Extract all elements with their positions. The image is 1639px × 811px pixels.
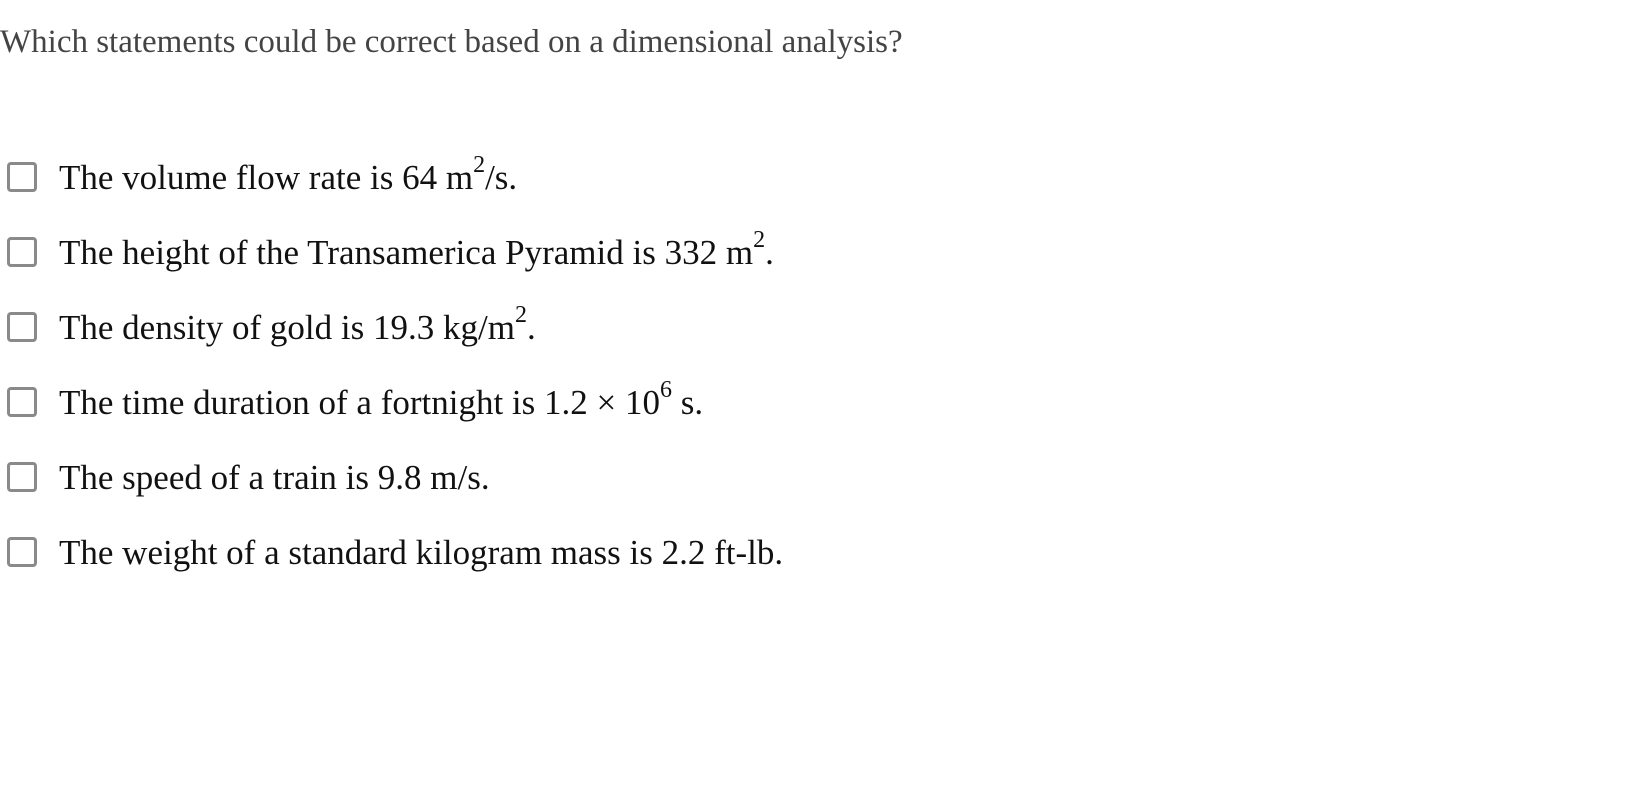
option-gold-density[interactable] xyxy=(7,290,783,365)
option-label[interactable]: The height of the Transamerica Pyramid is 332 $m^2$. xyxy=(59,226,774,272)
option-kilogram-weight[interactable] xyxy=(7,515,783,590)
question-text: Which statements could be correct based on a dimensional analysis? xyxy=(0,24,903,60)
option-label[interactable]: The time duration of a fortnight is $1.2 \times 10^6$ s. xyxy=(59,376,704,422)
option-fortnight-duration[interactable] xyxy=(7,365,783,440)
option-label[interactable]: The volume flow rate is 64 $m^2/s$. xyxy=(59,151,518,197)
option-train-speed[interactable] xyxy=(7,440,783,515)
option-pyramid-height[interactable] xyxy=(7,215,783,290)
option-label[interactable]: The density of gold is 19.3 $kg/m^2$. xyxy=(59,301,536,347)
option-label[interactable]: The speed of a train is 9.8 m/s. xyxy=(59,457,490,497)
option-checkbox[interactable] xyxy=(7,537,37,567)
answer-options xyxy=(7,140,783,590)
option-flow-rate[interactable] xyxy=(7,140,783,215)
option-checkbox[interactable] xyxy=(7,162,37,192)
option-checkbox[interactable] xyxy=(7,237,37,267)
option-label[interactable]: The weight of a standard kilogram mass is 2.2 ft-lb. xyxy=(59,532,784,572)
option-checkbox[interactable] xyxy=(7,387,37,417)
option-checkbox[interactable] xyxy=(7,312,37,342)
option-checkbox[interactable] xyxy=(7,462,37,492)
